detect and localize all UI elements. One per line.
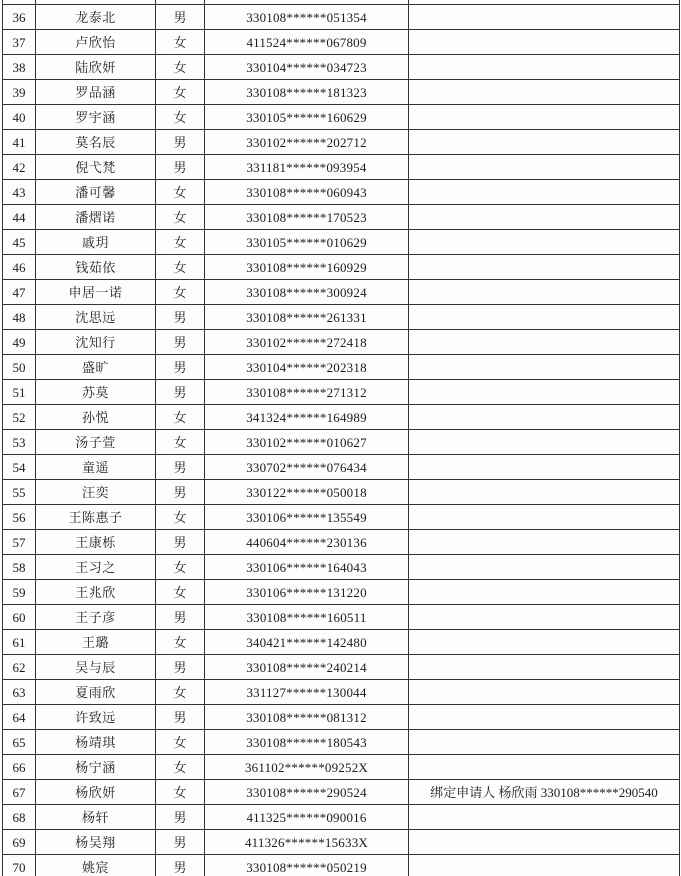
gender-cell: 女 [156,730,205,755]
name-cell: 苏莫 [36,380,156,405]
row-number-cell: 44 [3,205,36,230]
note-cell [409,355,680,380]
row-number-cell: 56 [3,505,36,530]
gender-cell: 女 [156,430,205,455]
table-row [3,205,680,230]
gender-cell: 男 [156,830,205,855]
id-number-cell: 330108******170523 [205,205,409,230]
table-row [3,380,680,405]
row-number-cell: 66 [3,755,36,780]
note-cell [409,505,680,530]
table-row [3,405,680,430]
row-number-cell: 36 [3,5,36,30]
row-number-cell: 42 [3,155,36,180]
row-number-cell: 64 [3,705,36,730]
row-number-cell: 54 [3,455,36,480]
note-cell [409,255,680,280]
id-number-cell: 330108******181323 [205,80,409,105]
note-cell [409,855,680,876]
id-number-cell: 330106******164043 [205,555,409,580]
gender-cell: 男 [156,5,205,30]
gender-cell: 男 [156,330,205,355]
name-cell: 杨吴翔 [36,830,156,855]
gender-cell: 女 [156,280,205,305]
table-row [3,555,680,580]
table-row [3,655,680,680]
table-row [3,580,680,605]
table-row [3,680,680,705]
gender-cell: 女 [156,255,205,280]
row-number-cell: 43 [3,180,36,205]
gender-cell: 女 [156,780,205,805]
name-cell: 潘可馨 [36,180,156,205]
gender-cell: 女 [156,230,205,255]
note-cell [409,430,680,455]
table-row [3,155,680,180]
row-number-cell: 38 [3,55,36,80]
id-number-cell: 411325******090016 [205,805,409,830]
gender-cell: 女 [156,630,205,655]
name-cell: 莫名辰 [36,130,156,155]
note-cell [409,805,680,830]
row-number-cell: 47 [3,280,36,305]
id-number-cell: 330108******261331 [205,305,409,330]
table-row [3,605,680,630]
gender-cell: 男 [156,305,205,330]
name-cell: 盛旷 [36,355,156,380]
id-number-cell: 330108******160929 [205,255,409,280]
id-number-cell: 330108******051354 [205,5,409,30]
gender-cell: 女 [156,580,205,605]
gender-cell: 男 [156,605,205,630]
id-number-cell: 411524******067809 [205,30,409,55]
row-number-cell: 63 [3,680,36,705]
table-row [3,780,680,805]
id-number-cell: 330106******131220 [205,580,409,605]
gender-cell: 男 [156,655,205,680]
row-number-cell: 39 [3,80,36,105]
row-number-cell: 65 [3,730,36,755]
table-row [3,480,680,505]
gender-cell: 女 [156,205,205,230]
name-cell: 童遥 [36,455,156,480]
name-cell: 沈知行 [36,330,156,355]
id-number-cell: 440604******230136 [205,530,409,555]
name-cell: 孙悦 [36,405,156,430]
note-cell [409,280,680,305]
row-number-cell: 70 [3,855,36,876]
name-cell: 钱茹依 [36,255,156,280]
id-number-cell: 330108******050219 [205,855,409,876]
id-number-cell: 340421******142480 [205,630,409,655]
note-cell [409,55,680,80]
note-cell [409,730,680,755]
row-number-cell: 58 [3,555,36,580]
roster-table-body [3,0,680,876]
name-cell: 申居一诺 [36,280,156,305]
note-cell [409,705,680,730]
id-number-cell: 330108******060943 [205,180,409,205]
name-cell: 潘熠诺 [36,205,156,230]
table-row [3,430,680,455]
name-cell: 姚宸 [36,855,156,876]
name-cell: 许致远 [36,705,156,730]
note-cell [409,755,680,780]
note-cell [409,480,680,505]
gender-cell: 男 [156,530,205,555]
gender-cell: 女 [156,80,205,105]
note-cell [409,30,680,55]
roster-table [2,0,680,876]
id-number-cell: 330702******076434 [205,455,409,480]
table-row [3,705,680,730]
gender-cell: 女 [156,680,205,705]
id-number-cell: 361102******09252X [205,755,409,780]
gender-cell: 男 [156,480,205,505]
note-cell [409,130,680,155]
gender-cell: 男 [156,130,205,155]
id-number-cell: 330105******010629 [205,230,409,255]
id-number-cell: 330104******202318 [205,355,409,380]
gender-cell: 女 [156,755,205,780]
id-number-cell: 330102******202712 [205,130,409,155]
note-cell: 绑定申请人 杨欣雨 330108******290540 [409,780,680,805]
gender-cell: 女 [156,180,205,205]
table-row [3,505,680,530]
note-cell [409,305,680,330]
row-number-cell: 53 [3,430,36,455]
id-number-cell: 331181******093954 [205,155,409,180]
table-row [3,755,680,780]
id-number-cell: 330102******010627 [205,430,409,455]
table-row [3,30,680,55]
gender-cell: 男 [156,155,205,180]
gender-cell: 男 [156,455,205,480]
row-number-cell: 62 [3,655,36,680]
table-row [3,855,680,876]
name-cell: 王康栎 [36,530,156,555]
table-row [3,5,680,30]
row-number-cell: 67 [3,780,36,805]
row-number-cell: 45 [3,230,36,255]
row-number-cell: 59 [3,580,36,605]
note-cell [409,405,680,430]
name-cell: 吴与辰 [36,655,156,680]
gender-cell: 女 [156,55,205,80]
gender-cell: 男 [156,705,205,730]
row-number-cell: 57 [3,530,36,555]
name-cell: 沈思远 [36,305,156,330]
row-number-cell: 55 [3,480,36,505]
note-cell [409,155,680,180]
table-row [3,130,680,155]
table-row [3,730,680,755]
note-cell [409,230,680,255]
row-number-cell: 49 [3,330,36,355]
row-number-cell: 50 [3,355,36,380]
note-cell [409,605,680,630]
gender-cell: 女 [156,405,205,430]
id-number-cell: 330122******050018 [205,480,409,505]
name-cell: 陆欣妍 [36,55,156,80]
note-cell [409,555,680,580]
id-number-cell: 330105******160629 [205,105,409,130]
name-cell: 杨宁涵 [36,755,156,780]
table-row [3,105,680,130]
id-number-cell: 330106******135549 [205,505,409,530]
note-cell [409,655,680,680]
table-row [3,280,680,305]
note-cell [409,80,680,105]
name-cell: 杨靖琪 [36,730,156,755]
table-row [3,830,680,855]
table-row [3,255,680,280]
table-row [3,805,680,830]
note-cell [409,630,680,655]
name-cell: 卢欣怡 [36,30,156,55]
row-number-cell: 51 [3,380,36,405]
name-cell: 倪弋梵 [36,155,156,180]
note-cell [409,5,680,30]
row-number-cell: 69 [3,830,36,855]
table-row [3,230,680,255]
id-number-cell: 331127******130044 [205,680,409,705]
name-cell: 汤子萱 [36,430,156,455]
name-cell: 汪奕 [36,480,156,505]
note-cell [409,330,680,355]
name-cell: 龙泰北 [36,5,156,30]
id-number-cell: 341324******164989 [205,405,409,430]
table-row [3,630,680,655]
row-number-cell: 68 [3,805,36,830]
gender-cell: 男 [156,805,205,830]
id-number-cell: 330108******300924 [205,280,409,305]
gender-cell: 女 [156,105,205,130]
id-number-cell: 330108******240214 [205,655,409,680]
table-row [3,180,680,205]
row-number-cell: 48 [3,305,36,330]
note-cell [409,830,680,855]
note-cell [409,680,680,705]
row-number-cell: 61 [3,630,36,655]
table-row [3,330,680,355]
name-cell: 罗品涵 [36,80,156,105]
note-cell [409,530,680,555]
id-number-cell: 330104******034723 [205,55,409,80]
id-number-cell: 330108******160511 [205,605,409,630]
gender-cell: 男 [156,380,205,405]
row-number-cell: 41 [3,130,36,155]
gender-cell: 女 [156,505,205,530]
gender-cell: 男 [156,355,205,380]
table-row [3,55,680,80]
name-cell: 王璐 [36,630,156,655]
note-cell [409,180,680,205]
id-number-cell: 330108******271312 [205,380,409,405]
id-number-cell: 330108******180543 [205,730,409,755]
table-row [3,530,680,555]
name-cell: 王兆欣 [36,580,156,605]
row-number-cell: 52 [3,405,36,430]
gender-cell: 女 [156,30,205,55]
name-cell: 杨轩 [36,805,156,830]
name-cell: 戚玥 [36,230,156,255]
name-cell: 杨欣妍 [36,780,156,805]
table-row [3,80,680,105]
name-cell: 夏雨欣 [36,680,156,705]
id-number-cell: 330102******272418 [205,330,409,355]
gender-cell: 男 [156,855,205,876]
note-cell [409,205,680,230]
name-cell: 罗宇涵 [36,105,156,130]
id-number-cell: 411326******15633X [205,830,409,855]
row-number-cell: 60 [3,605,36,630]
name-cell: 王陈惠子 [36,505,156,530]
table-row [3,305,680,330]
row-number-cell: 40 [3,105,36,130]
note-cell [409,580,680,605]
table-row [3,455,680,480]
gender-cell: 女 [156,555,205,580]
table-row [3,355,680,380]
note-cell [409,105,680,130]
id-number-cell: 330108******081312 [205,705,409,730]
note-cell [409,380,680,405]
name-cell: 王习之 [36,555,156,580]
row-number-cell: 46 [3,255,36,280]
name-cell: 王子彦 [36,605,156,630]
id-number-cell: 330108******290524 [205,780,409,805]
note-cell [409,455,680,480]
row-number-cell: 37 [3,30,36,55]
